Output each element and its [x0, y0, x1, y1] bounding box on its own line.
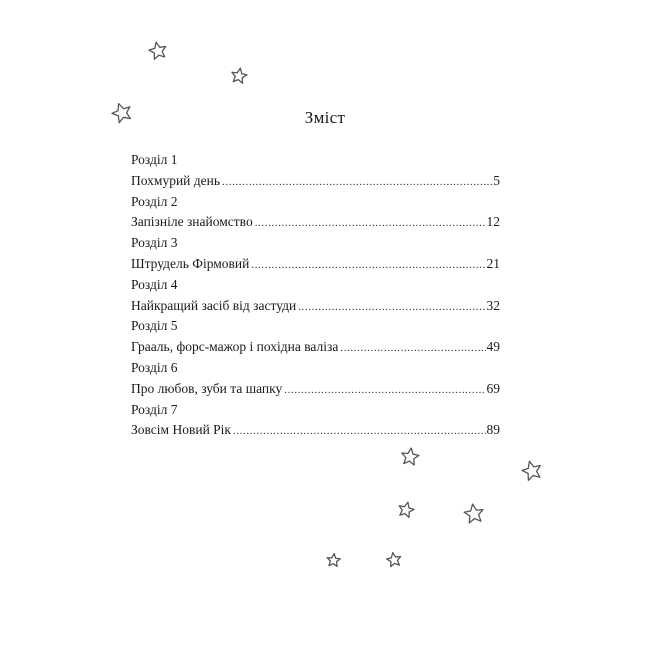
chapter-label: Розділ 4: [131, 276, 178, 292]
page-number: 12: [486, 214, 500, 230]
page-title: Зміст: [304, 108, 346, 127]
page-number: 49: [486, 339, 500, 355]
toc-entry[interactable]: [131, 420, 500, 441]
page-number: 69: [486, 380, 500, 396]
star-icon: [229, 66, 249, 86]
dot-leader: [340, 338, 485, 359]
dot-leader: [251, 255, 485, 276]
dot-leader: [284, 380, 485, 401]
toc-entry[interactable]: [131, 171, 500, 192]
chapter-label: Розділ 6: [131, 359, 178, 375]
chapter-label: Розділ 2: [131, 193, 178, 209]
star-icon: [385, 551, 403, 569]
page-number: 5: [493, 172, 500, 188]
dot-leader: [233, 421, 486, 442]
chapter-label: Розділ 3: [131, 235, 178, 251]
toc-entry[interactable]: [131, 296, 500, 317]
chapter-title: Штрудель Фірмовий: [131, 255, 250, 271]
page-number: 32: [486, 297, 500, 313]
toc-entry[interactable]: [131, 379, 500, 400]
star-icon: [520, 459, 544, 483]
chapter-label: Розділ 1: [131, 152, 178, 167]
dot-leader: [298, 297, 485, 318]
chapter-label: Розділ 7: [131, 401, 178, 417]
table-of-contents: [131, 150, 500, 441]
chapter-title: Похмурий день: [131, 172, 221, 188]
toc-entry[interactable]: [131, 254, 500, 275]
star-icon: [462, 502, 486, 526]
toc-entry[interactable]: [131, 212, 500, 233]
chapter-title: Про любов, зуби та шапку: [131, 380, 283, 396]
dot-leader: [222, 172, 492, 193]
star-icon: [399, 446, 421, 468]
page-number: 89: [486, 422, 500, 438]
star-icon: [325, 552, 342, 569]
page-number: 21: [486, 255, 500, 271]
chapter-title: Найкращий засіб від застуди: [131, 297, 297, 313]
chapter-label: Розділ 5: [131, 318, 178, 334]
star-icon: [396, 500, 416, 520]
toc-entry[interactable]: [131, 337, 500, 358]
chapter-title: Грааль, форс-мажор і похідна валіза: [131, 339, 339, 355]
dot-leader: [255, 213, 486, 234]
star-icon: [147, 40, 169, 62]
chapter-title: Запізніле знайомство: [131, 214, 253, 230]
chapter-title: Зовсім Новий Рік: [131, 422, 231, 438]
